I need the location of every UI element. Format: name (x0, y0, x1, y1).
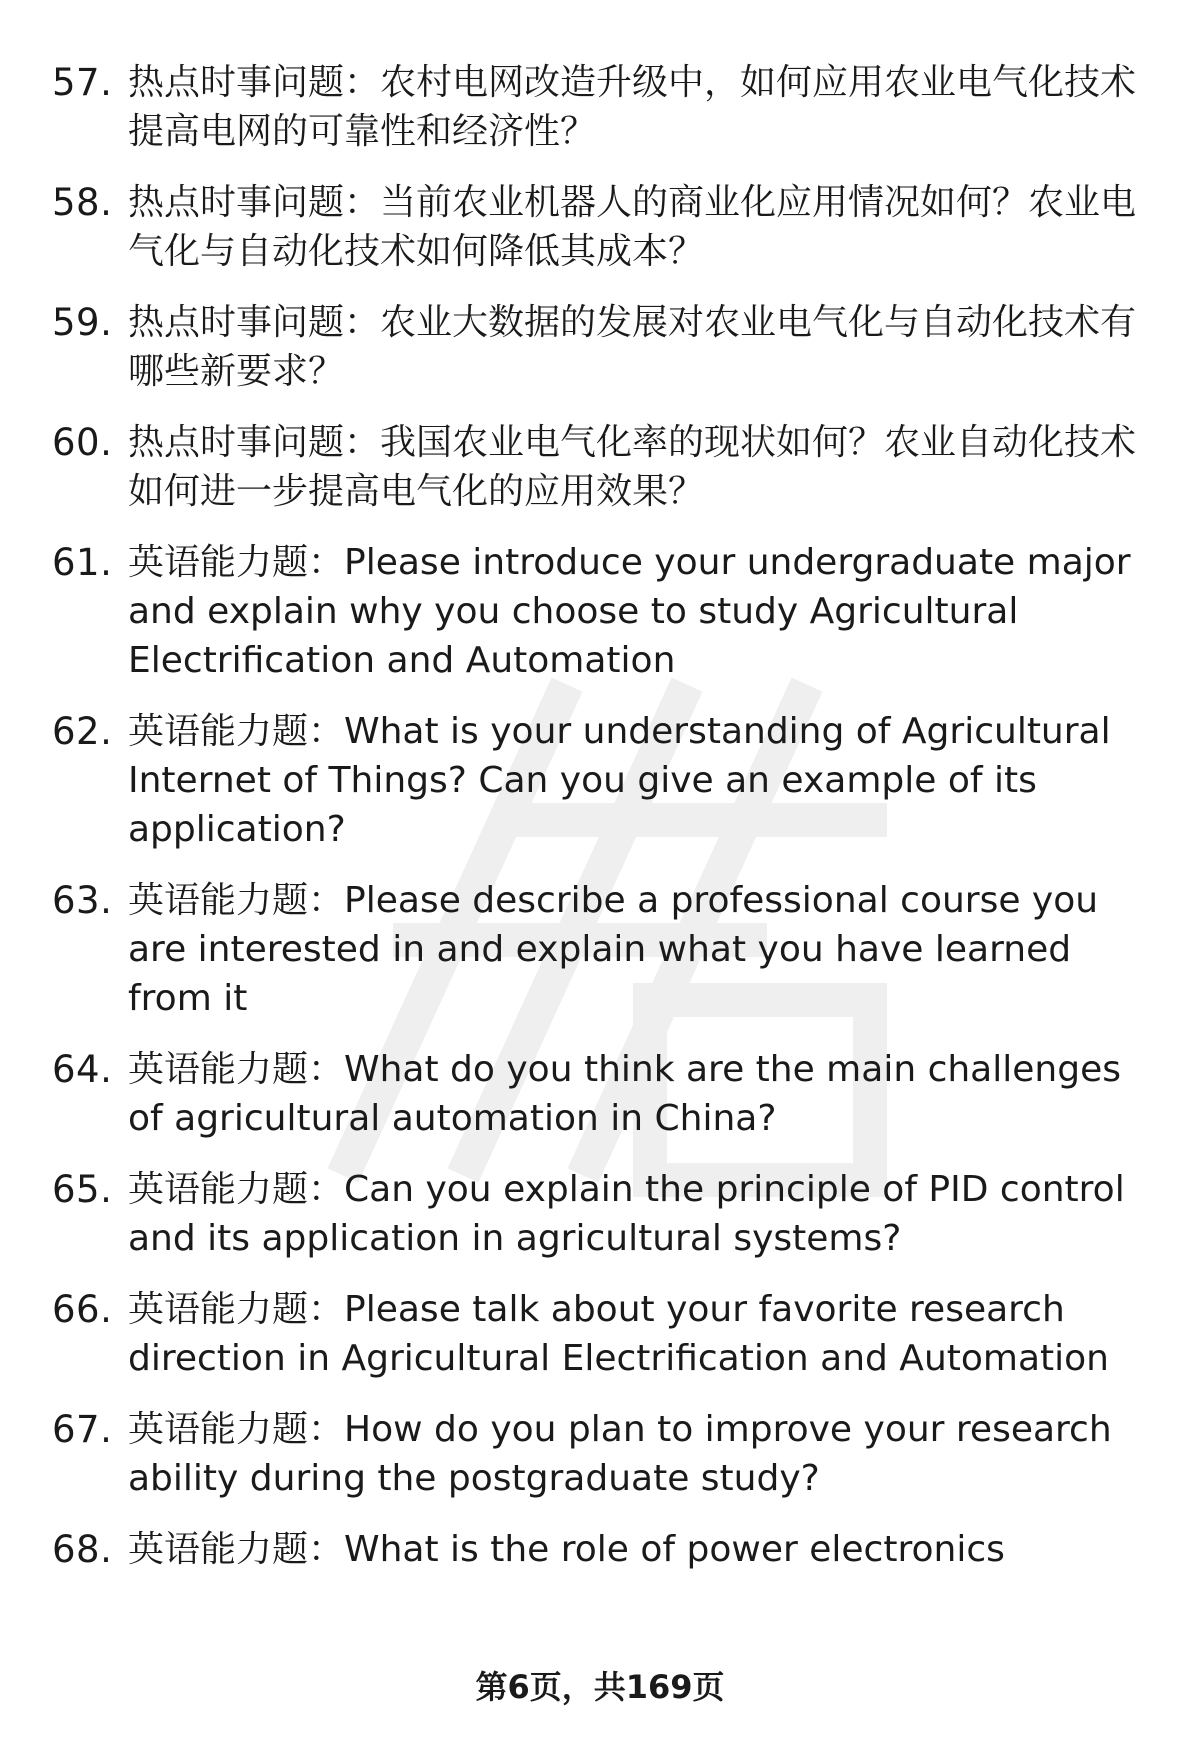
question-body: 农村电网改造升级中，如何应用农业电气化技术提高电网的可靠性和经济性？ (128, 62, 1137, 152)
question-number: 57. (52, 61, 113, 104)
question-text (128, 1405, 1152, 1503)
question-category: 英语能力题： (128, 542, 345, 583)
question-category: 英语能力题： (128, 880, 345, 921)
question-body: 当前农业机器人的商业化应用情况如何？农业电气化与自动化技术如何降低其成本？ (128, 182, 1137, 272)
question-category: 热点时事问题： (128, 182, 381, 223)
question-text (128, 538, 1152, 685)
question-number: 58. (52, 181, 113, 224)
list-item (52, 1045, 1152, 1143)
question-number: 68. (52, 1528, 113, 1571)
list-item (52, 876, 1152, 1023)
question-text (128, 298, 1152, 396)
list-item (52, 1405, 1152, 1503)
question-text (128, 1285, 1152, 1383)
question-category: 英语能力题： (128, 1169, 345, 1210)
question-body: 我国农业电气化率的现状如何？农业自动化技术如何进一步提高电气化的应用效果？ (128, 422, 1137, 512)
question-body: What is the role of power electronics (344, 1529, 1005, 1570)
question-number: 66. (52, 1288, 113, 1331)
list-item (52, 1165, 1152, 1263)
list-item (52, 418, 1152, 516)
question-category: 英语能力题： (128, 1529, 345, 1570)
question-number: 62. (52, 710, 113, 753)
list-item (52, 1525, 1152, 1574)
question-number: 61. (52, 541, 113, 584)
question-text (128, 58, 1152, 156)
question-text (128, 707, 1152, 854)
question-number: 59. (52, 301, 113, 344)
question-text (128, 178, 1152, 276)
list-item (52, 58, 1152, 156)
list-item (52, 178, 1152, 276)
question-number: 65. (52, 1168, 113, 1211)
question-text (128, 1165, 1152, 1263)
page-number-footer: 第6页，共169页 (475, 1668, 725, 1706)
question-body: Please describe a professional course you are interested in and explain what you have learned from it (128, 880, 1099, 1019)
question-number: 63. (52, 879, 113, 922)
question-body: Please introduce your undergraduate major and explain why you choose to study Agricultural Electrification and Automation (128, 542, 1131, 681)
question-text (128, 1045, 1152, 1143)
question-number: 64. (52, 1048, 113, 1091)
question-body: What is your understanding of Agricultural Internet of Things? Can you give an example of its application? (128, 711, 1111, 850)
list-item (52, 538, 1152, 685)
question-category: 英语能力题： (128, 1289, 345, 1330)
question-body: Can you explain the principle of PID control and its application in agricultural systems? (128, 1169, 1125, 1259)
question-number: 60. (52, 421, 113, 464)
question-body: What do you think are the main challenges of agricultural automation in China? (128, 1049, 1121, 1139)
list-item (52, 298, 1152, 396)
question-category: 热点时事问题： (128, 62, 381, 103)
question-body: Please talk about your favorite research direction in Agricultural Electrification and Automation (128, 1289, 1109, 1379)
question-category: 英语能力题： (128, 1049, 345, 1090)
question-category: 英语能力题： (128, 1409, 345, 1450)
question-list (52, 58, 1152, 1574)
list-item (52, 707, 1152, 854)
list-item (52, 1285, 1152, 1383)
question-text (128, 418, 1152, 516)
question-body: How do you plan to improve your research ability during the postgraduate study? (128, 1409, 1112, 1499)
question-number: 67. (52, 1408, 113, 1451)
question-text (128, 876, 1152, 1023)
question-text (128, 1525, 1152, 1574)
question-category: 英语能力题： (128, 711, 345, 752)
question-body: 农业大数据的发展对农业电气化与自动化技术有哪些新要求？ (128, 302, 1137, 392)
question-category: 热点时事问题： (128, 422, 381, 463)
question-category: 热点时事问题： (128, 302, 381, 343)
